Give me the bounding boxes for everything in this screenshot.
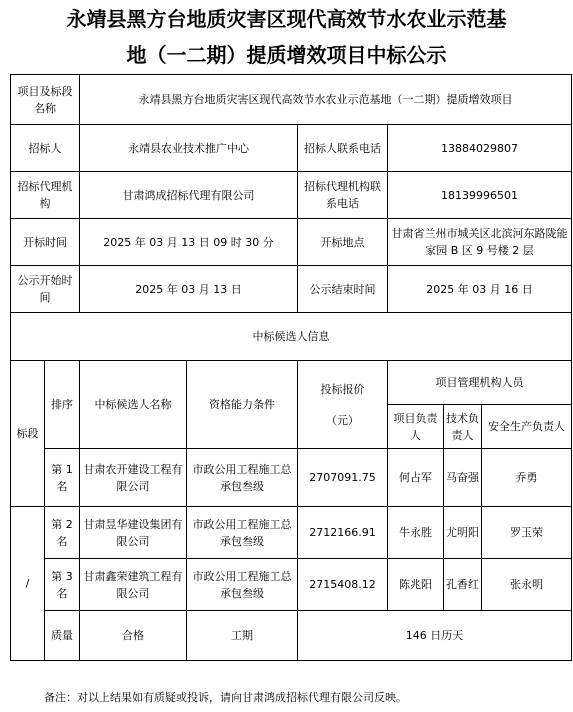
rank-cell: 第 1 名 <box>45 449 80 507</box>
tenderer-phone-label: 招标人联系电话 <box>298 125 388 172</box>
staff-group-header: 项目管理机构人员 <box>388 361 572 405</box>
tech-cell: 孔香红 <box>444 559 482 611</box>
bid-price-unit: （元） <box>326 413 359 427</box>
quality-label: 质量 <box>45 611 80 661</box>
open-time-label: 开标时间 <box>11 219 80 266</box>
bid-cell: 2715408.12 <box>298 559 388 611</box>
agent-phone-label: 招标代理机构联系电话 <box>298 172 388 219</box>
safety-cell: 张永明 <box>482 559 572 611</box>
period-value: 146 日历天 <box>298 611 572 661</box>
pub-end-label: 公示结束时间 <box>298 266 388 313</box>
agent-label: 招标代理机构 <box>11 172 80 219</box>
tech-cell: 马奋强 <box>444 449 482 507</box>
candidate-name-cell: 甘肃昱华建设集团有限公司 <box>80 507 187 559</box>
lot-cell: / <box>11 507 45 661</box>
safety-cell: 罗玉荣 <box>482 507 572 559</box>
bid-cell: 2712166.91 <box>298 507 388 559</box>
tenderer-value: 永靖县农业技术推广中心 <box>80 125 298 172</box>
table-row <box>11 449 572 507</box>
quality-value: 合格 <box>80 611 187 661</box>
manager-cell: 陈兆阳 <box>388 559 444 611</box>
table-row <box>11 507 572 559</box>
rank-header: 排序 <box>45 361 80 449</box>
tech-cell: 尤明阳 <box>444 507 482 559</box>
safety-header: 安全生产负责人 <box>482 405 572 449</box>
qualification-cell: 市政公用工程施工总承包叁级 <box>187 449 298 507</box>
candidate-name-cell: 甘肃农开建设工程有限公司 <box>80 449 187 507</box>
tenderer-label: 招标人 <box>11 125 80 172</box>
rank-cell: 第 3 名 <box>45 559 80 611</box>
candidate-name-cell: 甘肃鑫荣建筑工程有限公司 <box>80 559 187 611</box>
pub-start-label: 公示开始时间 <box>11 266 80 313</box>
agent-phone-value: 18139996501 <box>388 172 572 219</box>
project-name-label: 项目及标段名称 <box>11 75 80 125</box>
lot-header: 标段 <box>11 361 45 507</box>
open-place-value: 甘肃省兰州市城关区北滨河东路陇能家园 B 区 9 号楼 2 层 <box>388 219 572 266</box>
announcement-table <box>10 74 572 661</box>
title-line-2: 地（一二期）提质增效项目中标公示 <box>126 43 447 67</box>
footnote: 备注：对以上结果如有质疑或投诉，请向甘肃鸿成招标代理有限公司反映。 <box>44 691 407 704</box>
rank-cell: 第 2 名 <box>45 507 80 559</box>
open-place-label: 开标地点 <box>298 219 388 266</box>
candidates-section-title: 中标候选人信息 <box>11 313 572 361</box>
agent-value: 甘肃鸿成招标代理有限公司 <box>80 172 298 219</box>
pub-end-value: 2025 年 03 月 16 日 <box>388 266 572 313</box>
safety-cell: 乔勇 <box>482 449 572 507</box>
qualification-cell: 市政公用工程施工总承包叁级 <box>187 559 298 611</box>
project-name-value: 永靖县黑方台地质灾害区现代高效节水农业示范基地（一二期）提质增效项目 <box>80 75 572 125</box>
pub-start-value: 2025 年 03 月 13 日 <box>80 266 298 313</box>
manager-header: 项目负责人 <box>388 405 444 449</box>
table-row <box>11 559 572 611</box>
qualification-cell: 市政公用工程施工总承包叁级 <box>187 507 298 559</box>
bid-price-header <box>298 361 388 449</box>
title-line-1: 永靖县黑方台地质灾害区现代高效节水农业示范基 <box>66 7 507 31</box>
tech-header: 技术负责人 <box>444 405 482 449</box>
tenderer-phone-value: 13884029807 <box>388 125 572 172</box>
candidate-name-header: 中标候选人名称 <box>80 361 187 449</box>
bid-cell: 2707091.75 <box>298 449 388 507</box>
manager-cell: 何占军 <box>388 449 444 507</box>
bid-price-label: 投标报价 <box>320 382 365 396</box>
qualification-header: 资格能力条件 <box>187 361 298 449</box>
open-time-value: 2025 年 03 月 13 日 09 时 30 分 <box>80 219 298 266</box>
period-label: 工期 <box>187 611 298 661</box>
manager-cell: 牛永胜 <box>388 507 444 559</box>
